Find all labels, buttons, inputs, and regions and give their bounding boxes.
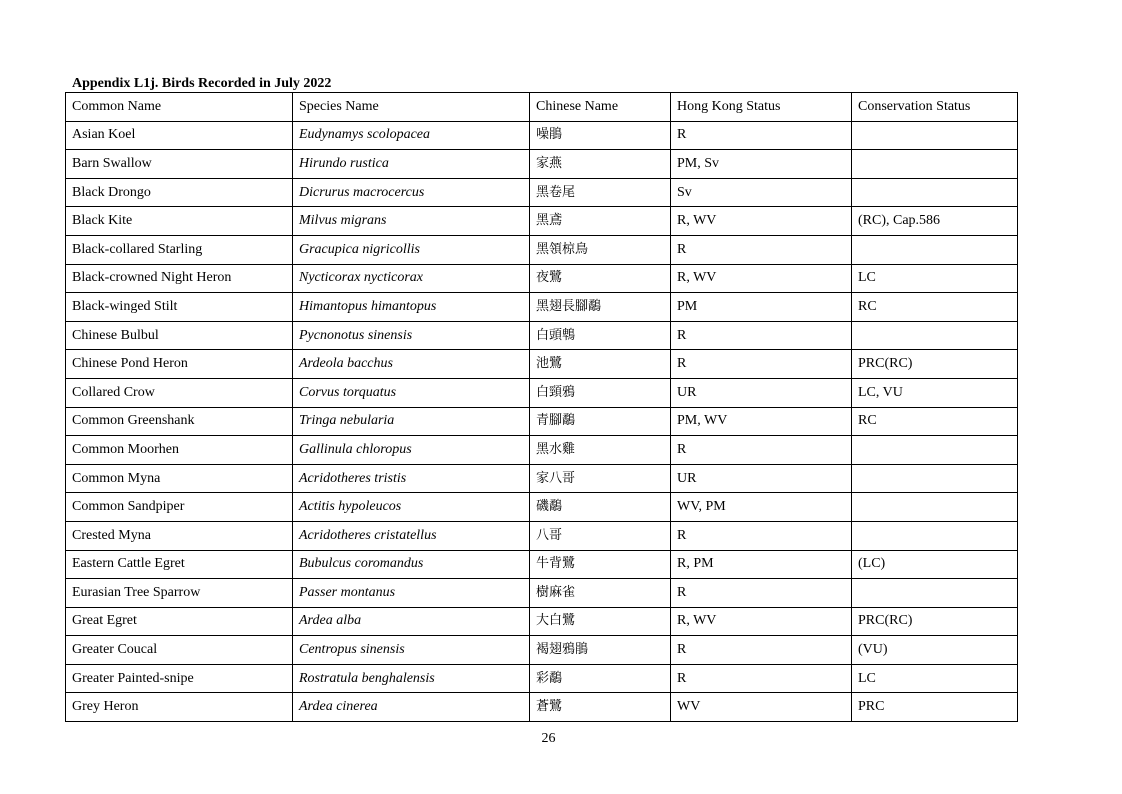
hong-kong-status-cell: R, WV — [671, 607, 852, 636]
chinese-name-cell: 八哥 — [530, 521, 671, 550]
species-name-cell: Ardea alba — [293, 607, 530, 636]
table-row — [66, 636, 1018, 665]
table-row — [66, 378, 1018, 407]
species-name-cell: Gallinula chloropus — [293, 436, 530, 465]
species-name-cell: Hirundo rustica — [293, 150, 530, 179]
page-number: 26 — [541, 731, 556, 746]
chinese-name-cell: 噪鵑 — [530, 121, 671, 150]
conservation-status-cell: (RC), Cap.586 — [852, 207, 1018, 236]
chinese-name-cell: 蒼鷺 — [530, 693, 671, 722]
conservation-status-cell — [852, 579, 1018, 608]
hong-kong-status-cell: R — [671, 121, 852, 150]
conservation-status-cell: LC — [852, 264, 1018, 293]
table-row — [66, 579, 1018, 608]
conservation-status-cell — [852, 235, 1018, 264]
hong-kong-status-cell: R, WV — [671, 207, 852, 236]
conservation-status-cell — [852, 521, 1018, 550]
common-name-cell: Common Moorhen — [66, 436, 293, 465]
species-name-cell: Centropus sinensis — [293, 636, 530, 665]
chinese-name-cell: 夜鷺 — [530, 264, 671, 293]
species-name-cell: Milvus migrans — [293, 207, 530, 236]
hong-kong-status-cell: R — [671, 436, 852, 465]
table-row — [66, 321, 1018, 350]
table-row — [66, 350, 1018, 379]
hong-kong-status-cell: PM — [671, 293, 852, 322]
hong-kong-status-cell: R — [671, 664, 852, 693]
table-row — [66, 464, 1018, 493]
common-name-cell: Crested Myna — [66, 521, 293, 550]
conservation-status-cell: PRC — [852, 693, 1018, 722]
chinese-name-cell: 黑水雞 — [530, 436, 671, 465]
table-row — [66, 493, 1018, 522]
common-name-cell: Grey Heron — [66, 693, 293, 722]
common-name-cell: Great Egret — [66, 607, 293, 636]
chinese-name-cell: 大白鷺 — [530, 607, 671, 636]
common-name-cell: Black Kite — [66, 207, 293, 236]
hong-kong-status-cell: UR — [671, 378, 852, 407]
header-chinese-name: Chinese Name — [530, 93, 671, 122]
conservation-status-cell — [852, 436, 1018, 465]
hong-kong-status-cell: WV — [671, 693, 852, 722]
species-name-cell: Corvus torquatus — [293, 378, 530, 407]
species-name-cell: Acridotheres tristis — [293, 464, 530, 493]
table-row — [66, 693, 1018, 722]
table-row — [66, 178, 1018, 207]
common-name-cell: Black-crowned Night Heron — [66, 264, 293, 293]
conservation-status-cell: LC, VU — [852, 378, 1018, 407]
chinese-name-cell: 黑領椋鳥 — [530, 235, 671, 264]
species-name-cell: Actitis hypoleucos — [293, 493, 530, 522]
table-row — [66, 407, 1018, 436]
hong-kong-status-cell: UR — [671, 464, 852, 493]
species-name-cell: Bubulcus coromandus — [293, 550, 530, 579]
chinese-name-cell: 池鷺 — [530, 350, 671, 379]
species-name-cell: Gracupica nigricollis — [293, 235, 530, 264]
table-row — [66, 121, 1018, 150]
header-hong-kong-status: Hong Kong Status — [671, 93, 852, 122]
species-name-cell: Ardea cinerea — [293, 693, 530, 722]
common-name-cell: Common Myna — [66, 464, 293, 493]
common-name-cell: Asian Koel — [66, 121, 293, 150]
table-row — [66, 436, 1018, 465]
hong-kong-status-cell: R — [671, 521, 852, 550]
hong-kong-status-cell: R — [671, 636, 852, 665]
chinese-name-cell: 家燕 — [530, 150, 671, 179]
hong-kong-status-cell: R, WV — [671, 264, 852, 293]
chinese-name-cell: 青腳鷸 — [530, 407, 671, 436]
species-name-cell: Ardeola bacchus — [293, 350, 530, 379]
table-row — [66, 521, 1018, 550]
chinese-name-cell: 黑鳶 — [530, 207, 671, 236]
chinese-name-cell: 白頸鴉 — [530, 378, 671, 407]
hong-kong-status-cell: Sv — [671, 178, 852, 207]
species-name-cell: Acridotheres cristatellus — [293, 521, 530, 550]
conservation-status-cell: RC — [852, 293, 1018, 322]
conservation-status-cell — [852, 150, 1018, 179]
species-name-cell: Passer montanus — [293, 579, 530, 608]
birds-table — [65, 92, 1018, 722]
table-header-row — [66, 93, 1018, 122]
conservation-status-cell: (LC) — [852, 550, 1018, 579]
table-row — [66, 550, 1018, 579]
conservation-status-cell — [852, 121, 1018, 150]
hong-kong-status-cell: WV, PM — [671, 493, 852, 522]
header-species-name: Species Name — [293, 93, 530, 122]
chinese-name-cell: 樹麻雀 — [530, 579, 671, 608]
common-name-cell: Black-collared Starling — [66, 235, 293, 264]
species-name-cell: Eudynamys scolopacea — [293, 121, 530, 150]
table-row — [66, 207, 1018, 236]
table-row — [66, 235, 1018, 264]
common-name-cell: Barn Swallow — [66, 150, 293, 179]
common-name-cell: Greater Coucal — [66, 636, 293, 665]
table-caption: Appendix L1j. Birds Recorded in July 2022 — [72, 76, 332, 91]
hong-kong-status-cell: R — [671, 235, 852, 264]
conservation-status-cell — [852, 493, 1018, 522]
conservation-status-cell — [852, 178, 1018, 207]
conservation-status-cell: (VU) — [852, 636, 1018, 665]
common-name-cell: Eurasian Tree Sparrow — [66, 579, 293, 608]
hong-kong-status-cell: R — [671, 350, 852, 379]
chinese-name-cell: 褐翅鴉鵑 — [530, 636, 671, 665]
common-name-cell: Common Greenshank — [66, 407, 293, 436]
chinese-name-cell: 磯鷸 — [530, 493, 671, 522]
chinese-name-cell: 白頭鵯 — [530, 321, 671, 350]
common-name-cell: Greater Painted-snipe — [66, 664, 293, 693]
hong-kong-status-cell: PM, WV — [671, 407, 852, 436]
header-common-name: Common Name — [66, 93, 293, 122]
conservation-status-cell — [852, 321, 1018, 350]
table-body — [66, 121, 1018, 721]
common-name-cell: Eastern Cattle Egret — [66, 550, 293, 579]
table-row — [66, 607, 1018, 636]
conservation-status-cell: LC — [852, 664, 1018, 693]
species-name-cell: Tringa nebularia — [293, 407, 530, 436]
chinese-name-cell: 家八哥 — [530, 464, 671, 493]
common-name-cell: Black Drongo — [66, 178, 293, 207]
conservation-status-cell: PRC(RC) — [852, 350, 1018, 379]
table-row — [66, 150, 1018, 179]
common-name-cell: Chinese Bulbul — [66, 321, 293, 350]
table-row — [66, 293, 1018, 322]
conservation-status-cell: PRC(RC) — [852, 607, 1018, 636]
hong-kong-status-cell: R — [671, 579, 852, 608]
species-name-cell: Pycnonotus sinensis — [293, 321, 530, 350]
chinese-name-cell: 牛背鷺 — [530, 550, 671, 579]
chinese-name-cell: 黑翅長腳鷸 — [530, 293, 671, 322]
hong-kong-status-cell: R — [671, 321, 852, 350]
common-name-cell: Collared Crow — [66, 378, 293, 407]
chinese-name-cell: 黑卷尾 — [530, 178, 671, 207]
species-name-cell: Himantopus himantopus — [293, 293, 530, 322]
conservation-status-cell — [852, 464, 1018, 493]
chinese-name-cell: 彩鷸 — [530, 664, 671, 693]
hong-kong-status-cell: R, PM — [671, 550, 852, 579]
common-name-cell: Chinese Pond Heron — [66, 350, 293, 379]
table-row — [66, 264, 1018, 293]
common-name-cell: Common Sandpiper — [66, 493, 293, 522]
species-name-cell: Nycticorax nycticorax — [293, 264, 530, 293]
hong-kong-status-cell: PM, Sv — [671, 150, 852, 179]
conservation-status-cell: RC — [852, 407, 1018, 436]
header-conservation-status: Conservation Status — [852, 93, 1018, 122]
table-row — [66, 664, 1018, 693]
common-name-cell: Black-winged Stilt — [66, 293, 293, 322]
species-name-cell: Dicrurus macrocercus — [293, 178, 530, 207]
species-name-cell: Rostratula benghalensis — [293, 664, 530, 693]
